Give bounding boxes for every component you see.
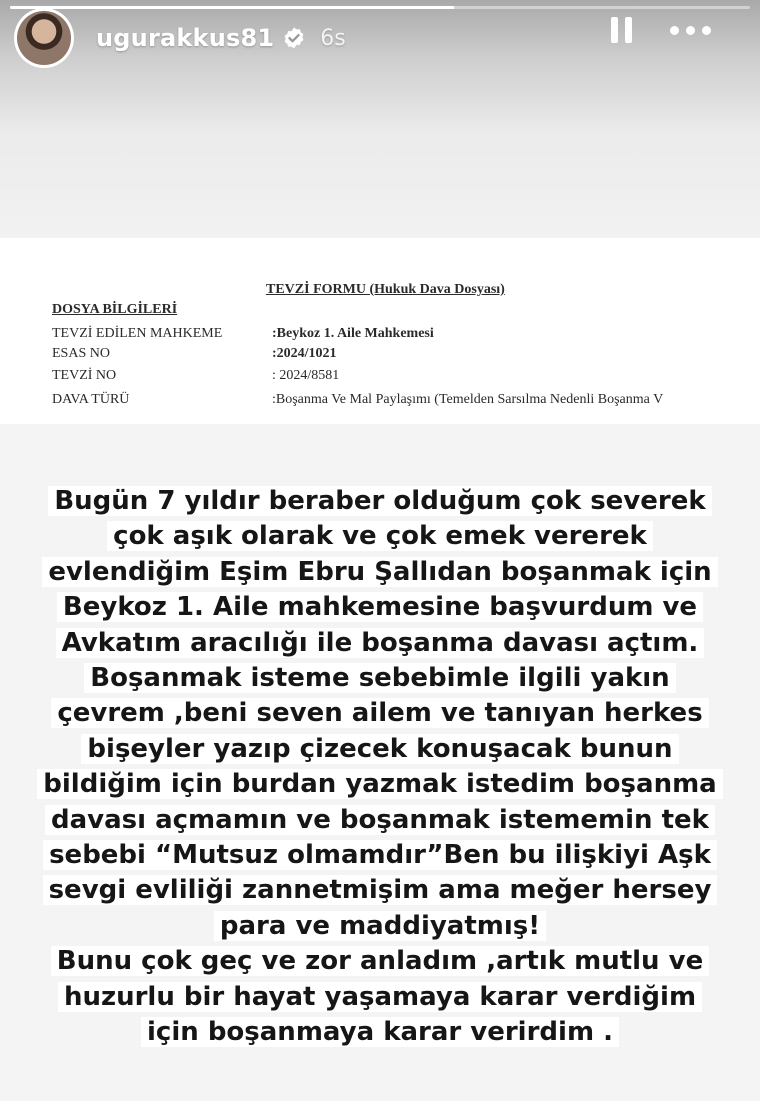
caption-line: evlendiğim Eşim Ebru Şallıdan boşanmak için [0, 555, 760, 590]
more-options-icon [686, 26, 695, 35]
caption-line: Boşanmak isteme sebebimle ilgili yakın [0, 661, 760, 696]
document-title: TEVZİ FORMU (Hukuk Dava Dosyası) [266, 282, 505, 297]
document-row-value: :2024/1021 [272, 346, 337, 361]
pause-icon [611, 17, 618, 43]
username-link[interactable]: ugurakkus81 [96, 24, 275, 52]
caption-line: Bunu çok geç ve zor anladım ,artık mutlu ve [0, 944, 760, 979]
document-row-value: : 2024/8581 [272, 368, 340, 383]
caption-line: bildiğim için burdan yazmak istedim boşanma [0, 767, 760, 802]
document-row-value: :Beykoz 1. Aile Mahkemesi [272, 326, 434, 341]
caption-line: için boşanmaya karar verirdim . [0, 1015, 760, 1050]
caption-line: Bugün 7 yıldır beraber olduğum çok severek [0, 484, 760, 519]
caption-line: sevgi evliliği zannetmişim ama meğer hersey [0, 873, 760, 908]
caption-line: Beykoz 1. Aile mahkemesine başvurdum ve [0, 590, 760, 625]
document-row-label: ESAS NO [52, 346, 110, 361]
caption-line: sebebi “Mutsuz olmamdır”Ben bu ilişkiyi Aşk [0, 838, 760, 873]
story-time-ago: 6s [320, 25, 346, 51]
story-header [14, 8, 746, 68]
more-options-icon [702, 26, 711, 35]
caption-line: davası açmamın ve boşanmak istememin tek [0, 803, 760, 838]
more-options-button[interactable] [660, 14, 720, 46]
document-image [0, 238, 760, 424]
document-row-value: :Boşanma Ve Mal Paylaşımı (Temelden Sarsılma Nedenli Boşanma V [272, 392, 664, 407]
caption-line: Avkatım aracılığı ile boşanma davası açtım. [0, 626, 760, 661]
document-row-label: TEVZİ NO [52, 368, 117, 383]
story-caption [0, 484, 760, 1051]
pause-icon [625, 17, 632, 43]
caption-line: bişeyler yazıp çizecek konuşacak bunun [0, 732, 760, 767]
avatar-photo [17, 11, 71, 65]
caption-line: huzurlu bir hayat yaşamaya karar verdiğim [0, 980, 760, 1015]
pause-button[interactable] [606, 14, 636, 46]
document-row-label: TEVZİ EDİLEN MAHKEME [52, 326, 223, 341]
document-row-label: DAVA TÜRÜ [52, 392, 130, 407]
caption-line: çevrem ,beni seven ailem ve tanıyan herkes [0, 696, 760, 731]
caption-line: çok aşık olarak ve çok emek vererek [0, 519, 760, 554]
profile-avatar[interactable] [14, 8, 74, 68]
caption-line: para ve maddiyatmış! [0, 909, 760, 944]
verified-badge-icon [282, 26, 306, 50]
document-section-heading: DOSYA BİLGİLERİ [52, 302, 178, 317]
more-options-icon [670, 26, 679, 35]
